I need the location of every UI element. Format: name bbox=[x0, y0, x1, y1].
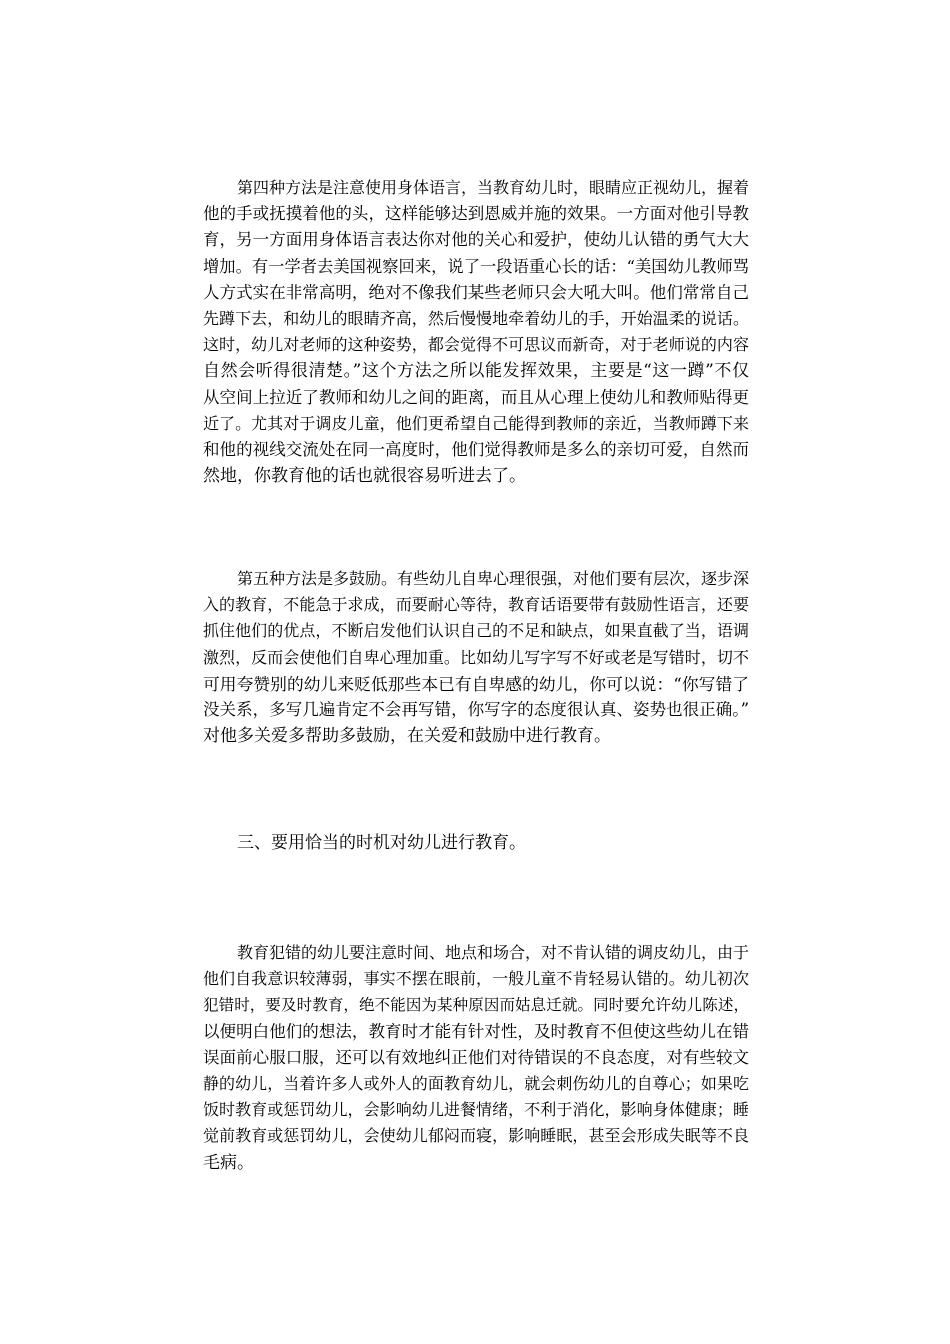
text-line: 静的幼儿，当着许多人或外人的面教育幼儿，就会刺伤幼儿的自尊心；如果吃 bbox=[203, 1073, 749, 1093]
text-line: 入的教育，不能急于求成，而要耐心等待，教育话语要带有鼓励性语言，还要 bbox=[203, 595, 749, 615]
text-line: 他们自我意识较薄弱，事实不摆在眼前，一般儿童不肯轻易认错的。幼儿初次 bbox=[203, 969, 749, 989]
text-line: 没关系，多写几遍肯定不会再写错，你写字的态度很认真、姿势也很正确。” bbox=[203, 699, 749, 719]
text-line: 饭时教育或惩罚幼儿，会影响幼儿进餐情绪，不利于消化，影响身体健康；睡 bbox=[203, 1100, 749, 1120]
section-heading bbox=[203, 830, 749, 856]
text-line: 和他的视线交流处在同一高度时，他们觉得教师是多么的亲切可爱，自然而 bbox=[203, 439, 749, 459]
text-line: 第五种方法是多鼓励。有些幼儿自卑心理很强，对他们要有层次，逐步深 bbox=[237, 569, 750, 588]
text-line: 教育犯错的幼儿要注意时间、地点和场合，对不肯认错的调皮幼儿，由于 bbox=[237, 943, 750, 962]
text-line: 以便明白他们的想法，教育时才能有针对性，及时教育不但使这些幼儿在错 bbox=[203, 1021, 749, 1041]
text-line: 人方式实在非常高明，绝对不像我们某些老师只会大吼大叫。他们常常自己 bbox=[203, 282, 749, 302]
text-line: 然地，你教育他的话也就很容易听进去了。 bbox=[203, 466, 526, 487]
paragraph-fourth-method bbox=[203, 175, 749, 489]
text-line: 对他多关爱多帮助多鼓励，在关爱和鼓励中进行教育。 bbox=[203, 726, 611, 747]
text-line: 增加。有一学者去美国视察回来，说了一段语重心长的话：“美国幼儿教师骂 bbox=[203, 256, 749, 276]
paragraph-timing bbox=[203, 940, 749, 1176]
text-line: 近了。尤其对于调皮儿童，他们更希望自己能得到教师的亲近，当教师蹲下来 bbox=[203, 413, 749, 433]
text-line: 三、要用恰当的时机对幼儿进行教育。 bbox=[237, 833, 526, 853]
text-line: 第四种方法是注意使用身体语言，当教育幼儿时，眼睛应正视幼儿，握着 bbox=[237, 178, 750, 197]
text-line: 误面前心服口服，还可以有效地纠正他们对待错误的不良态度，对有些较文 bbox=[203, 1047, 749, 1067]
text-line: 这时，幼儿对老师的这种姿势，都会觉得不可思议而新奇，对于老师说的内容 bbox=[203, 335, 749, 355]
text-line: 自然会听得很清楚。”这个方法之所以能发挥效果，主要是“这一蹲”不仅 bbox=[203, 361, 749, 382]
text-line: 先蹲下去，和幼儿的眼睛齐高，然后慢慢地牵着幼儿的手，开始温柔的说话。 bbox=[203, 308, 749, 328]
paragraph-fifth-method bbox=[203, 566, 749, 749]
text-line: 从空间上拉近了教师和幼儿之间的距离，而且从心理上使幼儿和教师贴得更 bbox=[203, 387, 749, 407]
text-line: 犯错时，要及时教育，绝不能因为某种原因而姑息迁就。同时要允许幼儿陈述， bbox=[203, 996, 749, 1015]
text-line: 他的手或抚摸着他的头，这样能够达到恩威并施的效果。一方面对他引导教 bbox=[203, 204, 749, 224]
text-line: 觉前教育或惩罚幼儿，会使幼儿郁闷而寝，影响睡眠，甚至会形成失眠等不良 bbox=[203, 1126, 749, 1146]
text-line: 可用夸赞别的幼儿来贬低那些本已有自卑感的幼儿，你可以说：“你写错了 bbox=[203, 673, 749, 694]
text-line: 育，另一方面用身体语言表达你对他的关心和爱护，使幼儿认错的勇气大大 bbox=[203, 230, 749, 250]
text-line: 激烈，反而会使他们自卑心理加重。比如幼儿写字写不好或老是写错时，切不 bbox=[203, 647, 749, 667]
text-line: 抓住他们的优点，不断启发他们认识自己的不足和缺点，如果直截了当，语调 bbox=[203, 621, 749, 641]
text-line: 毛病。 bbox=[203, 1152, 254, 1173]
